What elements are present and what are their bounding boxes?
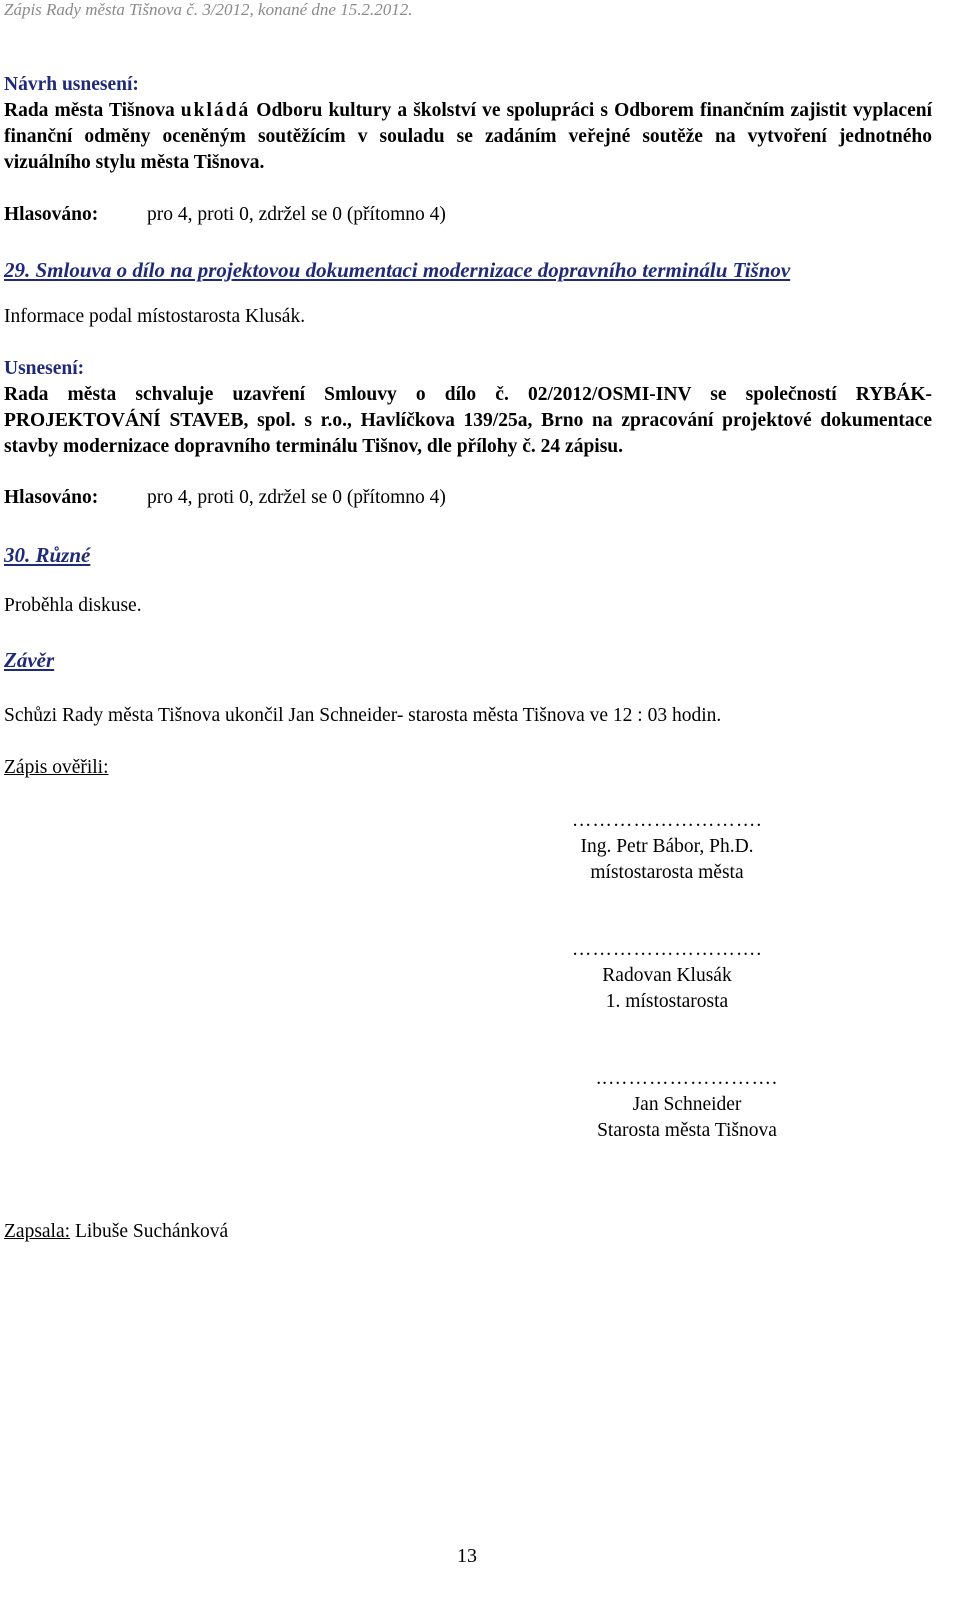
proposal-text-rest: Odboru kultury a školství ve spolupráci s Odborem finančním zajistit vyplacení finanční odměny oceněným soutěžícím v souladu se zadáním veřejné soutěže na vytvoření jednotného vizuálního stylu města Tišnova. — [4, 100, 932, 173]
signatory-name: Jan Schneider — [632, 1094, 742, 1115]
item-29-info: Informace podal místostarosta Klusák. — [4, 306, 306, 327]
signatory-role: 1. místostarosta — [605, 991, 729, 1012]
signature-block-2 — [517, 937, 817, 1015]
recorded-by-label: Zapsala: — [4, 1221, 71, 1242]
vote-2 — [4, 485, 932, 511]
vote-2-value: pro 4, proti 0, zdržel se 0 (přítomno 4) — [147, 487, 446, 508]
signatory-role: Starosta města Tišnova — [597, 1120, 777, 1141]
item-29-heading: 29. Smlouva o dílo na projektovou dokumentaci modernizace dopravního terminálu Tišnov — [4, 258, 791, 282]
recorded-by-name: Libuše Suchánková — [70, 1221, 229, 1242]
signatory-name: Ing. Petr Bábor, Ph.D. — [580, 836, 754, 857]
signature-line: ………………………. — [571, 810, 763, 831]
conclusion-heading: Závěr — [4, 648, 55, 672]
vote-1-value: pro 4, proti 0, zdržel se 0 (přítomno 4) — [147, 204, 446, 225]
signature-block-1 — [517, 808, 817, 886]
signatory-role: místostarosta města — [590, 862, 744, 883]
proposal-label-text: Návrh usnesení: — [4, 74, 139, 95]
resolution-label-text: Usnesení: — [4, 358, 85, 379]
item-29-resolution-label — [4, 356, 932, 382]
verified-label — [4, 755, 932, 781]
item-30-text: Proběhla diskuse. — [4, 595, 142, 616]
proposal-text — [4, 98, 932, 176]
signature-line: ..……………………. — [596, 1068, 778, 1089]
verified-label-text: Zápis ověřili: — [4, 757, 109, 778]
page-number: 13 — [457, 1545, 477, 1567]
proposal-label — [4, 72, 932, 98]
conclusion-text: Schůzi Rady města Tišnova ukončil Jan Schneider- starosta města Tišnova ve 12 : 03 hodin. — [4, 705, 722, 726]
proposal-text-start: Rada města Tišnova — [4, 100, 181, 121]
item-30-heading: 30. Různé — [4, 543, 91, 567]
vote-1 — [4, 202, 932, 228]
item-29-resolution-text: Rada města schvaluje uzavření Smlouvy o dílo č. 02/2012/OSMI-INV se společností RYBÁK-PROJEKTOVÁNÍ STAVEB, spol. s r.o., Havlíčkova 139/25a, Brno na zpracování projektové dokumentace stavby modernizace dopravního terminálu Tišnov, dle přílohy č. 24 zápisu. — [4, 384, 932, 457]
signatory-name: Radovan Klusák — [602, 965, 732, 986]
proposal-verb: ukládá — [180, 100, 251, 121]
vote-2-label: Hlasováno: — [4, 487, 99, 508]
page-header: Zápis Rady města Tišnova č. 3/2012, konané dne 15.2.2012. — [4, 0, 413, 19]
vote-1-label: Hlasováno: — [4, 204, 99, 225]
recorded-by — [4, 1219, 932, 1245]
signature-line: ………………………. — [571, 939, 763, 960]
signature-block-3 — [537, 1066, 837, 1144]
